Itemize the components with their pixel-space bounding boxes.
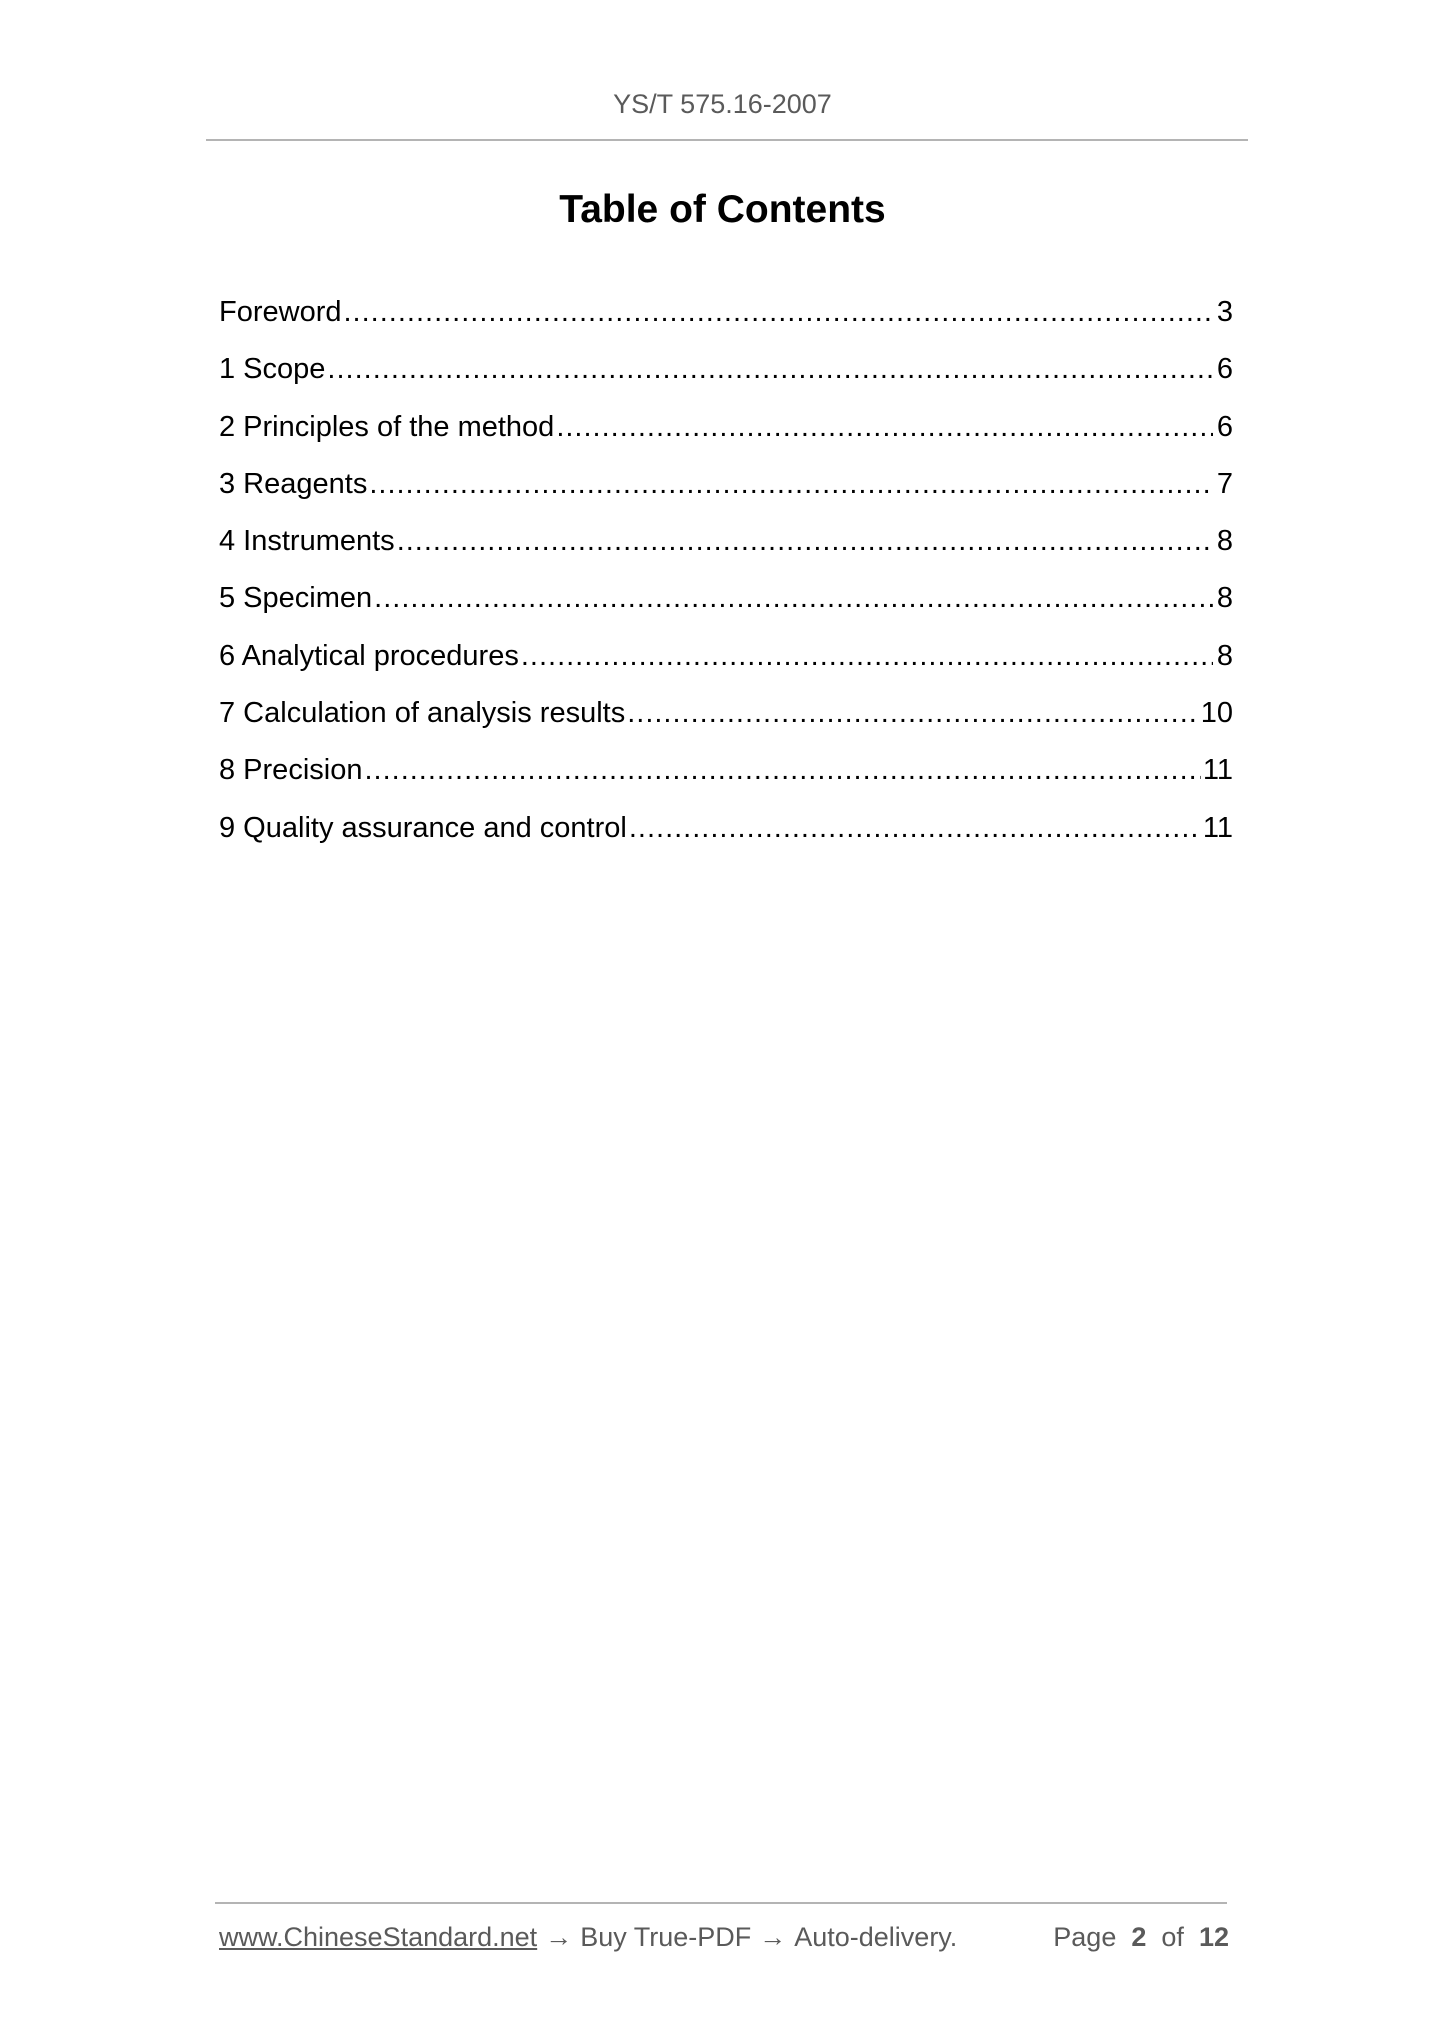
toc-entry-page: 7 [1216,467,1233,500]
toc-dot-leader [369,464,1213,504]
toc-entry-page: 11 [1202,754,1233,787]
toc-entry-instruments[interactable] [219,521,1233,578]
page-header: YS/T 575.16-2007 [613,89,832,119]
toc-entry-page: 11 [1202,811,1233,844]
current-page-number: 2 [1131,1922,1147,1952]
toc-dot-leader [397,521,1213,561]
toc-entry-page: 8 [1216,525,1233,558]
toc-entry-label: 5 Specimen [219,578,374,618]
toc-entry-page: 8 [1216,582,1233,615]
toc-entry-label: Foreword [219,292,344,332]
toc-entry-page: 3 [1216,296,1233,328]
toc-dot-leader [627,693,1199,733]
toc-dot-leader [556,407,1213,447]
buy-true-pdf-text: Buy True-PDF [580,1922,752,1952]
toc-entry-label: 2 Principles of the method [219,407,556,447]
auto-delivery-text: Auto-delivery. [794,1922,958,1952]
footer-divider [215,1902,1227,1904]
right-arrow-icon: → [545,1922,573,1952]
toc-title: Table of Contents [559,188,886,231]
toc-entry-label: 3 Reagents [219,464,369,504]
toc-dot-leader [364,750,1200,790]
footer-promo [219,1917,957,1957]
page-of: of [1161,1922,1184,1952]
toc-dot-leader [521,636,1213,676]
header-divider [206,139,1248,141]
toc-list [219,292,1233,865]
toc-entry-label: 1 Scope [219,349,327,389]
right-arrow-icon: → [759,1922,787,1952]
toc-dot-leader [344,292,1214,332]
toc-dot-leader [629,808,1201,848]
toc-entry-principles[interactable] [219,407,1233,464]
toc-entry-foreword[interactable] [219,292,1233,349]
toc-dot-leader [374,578,1213,618]
toc-entry-page: 8 [1216,639,1233,672]
toc-dot-leader [327,349,1213,389]
toc-entry-page: 6 [1216,353,1233,386]
toc-entry-calculation[interactable] [219,693,1233,750]
toc-entry-specimen[interactable] [219,578,1233,635]
toc-entry-page: 6 [1216,410,1233,443]
toc-entry-label: 4 Instruments [219,521,397,561]
toc-entry-label: 7 Calculation of analysis results [219,693,627,733]
website-link[interactable]: www.ChineseStandard.net [219,1922,538,1952]
total-pages-number: 12 [1198,1922,1229,1952]
page-prefix: Page [1053,1922,1117,1952]
toc-entry-scope[interactable] [219,349,1233,406]
toc-entry-analytical-procedures[interactable] [219,636,1233,693]
toc-entry-precision[interactable] [219,750,1233,807]
toc-entry-label: 9 Quality assurance and control [219,808,629,848]
toc-entry-label: 8 Precision [219,750,364,790]
toc-entry-quality-assurance[interactable] [219,808,1233,865]
toc-entry-reagents[interactable] [219,464,1233,521]
toc-entry-page: 10 [1200,697,1233,730]
page-number [1053,1917,1229,1957]
toc-entry-label: 6 Analytical procedures [219,636,521,676]
